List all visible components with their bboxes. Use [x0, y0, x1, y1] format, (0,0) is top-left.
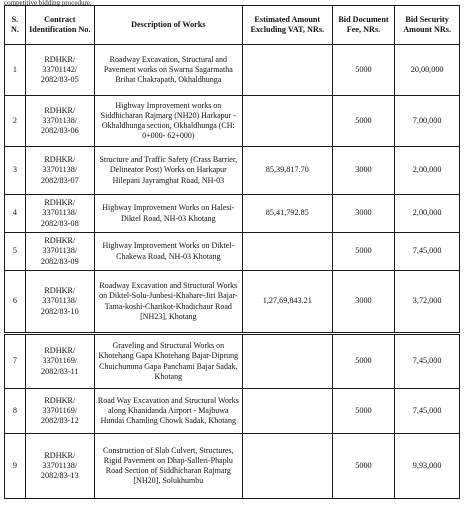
cell-bid-security: 20,00,000: [395, 45, 460, 96]
contract-id-line: 2082/83-10: [40, 306, 79, 316]
cell-contract-id: [25, 271, 94, 334]
cell-bid-fee: 5000: [332, 334, 395, 389]
cell-bid-security: 9,93,000: [395, 434, 460, 499]
cell-description: Roadway Excavation, Structural and Pavement works on Swarna Sagarmatha Brihat Chakrapath, Okhaldhunga: [94, 45, 242, 96]
header-bid-fee: Bid Document Fee, NRs.: [332, 6, 395, 45]
cell-sn: 1: [5, 45, 26, 96]
table-row: [5, 195, 460, 233]
cell-estimated-amount: [242, 233, 332, 271]
works-table: [4, 5, 460, 499]
cell-contract-id: [25, 195, 94, 233]
contract-id-line: 33701142/: [42, 64, 78, 74]
contract-id-line: 33701138/: [42, 115, 78, 125]
cell-estimated-amount: 85,41,792.85: [242, 195, 332, 233]
cell-description: Structure and Traffic Safety (Crass Barrier, Delineator Post) Works on Harkapur Hilepani Jayramghat Road, NH-03: [94, 147, 242, 195]
cell-sn: 8: [5, 389, 26, 434]
cell-bid-fee: 3000: [332, 147, 395, 195]
contract-id-line: RDHKR/: [44, 105, 76, 115]
table-row: [5, 233, 460, 271]
cell-bid-fee: 5000: [332, 233, 395, 271]
cell-bid-fee: 5000: [332, 389, 395, 434]
contract-id-line: 2082/83-07: [40, 175, 79, 185]
contract-id-line: RDHKR/: [44, 395, 76, 405]
contract-id-line: 33701138/: [42, 165, 78, 175]
cell-bid-security: 7,45,000: [395, 233, 460, 271]
contract-id-line: 33701169/: [42, 356, 78, 366]
cell-description: Roadway Excavation and Structural Works on Diktel-Solu-Junbesi-Khahare-Jiri Bajar-Tama-koshi-Charikot-Khadichaur Road [NH23], Khotang: [94, 271, 242, 334]
cell-sn: 3: [5, 147, 26, 195]
contract-id-line: RDHKR/: [44, 346, 76, 356]
contract-id-line: RDHKR/: [44, 450, 76, 460]
cell-estimated-amount: [242, 45, 332, 96]
cell-bid-fee: 3000: [332, 271, 395, 334]
cell-description: Construction of Slab Culvert, Structures, Rigid Pavement on Dhap-Salleri-Phaplu Road Section of Siddhicharan Rajmarg [NH20], Solukhumbu: [94, 434, 242, 499]
cell-bid-security: 7,45,000: [395, 389, 460, 434]
cell-bid-fee: 5000: [332, 434, 395, 499]
contract-id-line: RDHKR/: [44, 198, 76, 208]
contract-id-line: RDHKR/: [44, 155, 76, 165]
table-row: [5, 334, 460, 389]
table-row: [5, 271, 460, 334]
cell-sn: 4: [5, 195, 26, 233]
cell-contract-id: [25, 434, 94, 499]
cell-estimated-amount: 85,39,817.70: [242, 147, 332, 195]
table-row: [5, 434, 460, 499]
contract-id-line: RDHKR/: [44, 236, 76, 246]
contract-id-line: 33701138/: [42, 208, 78, 218]
cell-bid-security: 7,00,000: [395, 96, 460, 147]
contract-id-line: 33701138/: [42, 246, 78, 256]
contract-id-line: 2082/83-09: [40, 256, 79, 266]
cell-sn: 7: [5, 334, 26, 389]
header-sn: S. N.: [5, 6, 26, 45]
cell-description: Graveling and Structural Works on Khotehang Gapa Khotehang Bajar-Diprung Chuichumma Gapa Panchami Bajar Sadak, Khotang: [94, 334, 242, 389]
cell-contract-id: [25, 147, 94, 195]
cell-description: Highway Improvement Works on Halesi-Diktel Road, NH-03 Khotang: [94, 195, 242, 233]
cell-contract-id: [25, 45, 94, 96]
cell-contract-id: [25, 233, 94, 271]
cell-description: Highway Improvement Works on Diktel-Chakewa Road, NH-03 Khotang: [94, 233, 242, 271]
contract-id-line: RDHKR/: [44, 54, 76, 64]
cell-estimated-amount: [242, 334, 332, 389]
cell-bid-security: 2,00,000: [395, 147, 460, 195]
cell-description: Highway Improvement works on Siddhicharan Rajmarg (NH20) Harkapur - Okhaldhunga section, Okhaldhunga (CH: 0+000- 62+000): [94, 96, 242, 147]
table-row: [5, 389, 460, 434]
cell-sn: 2: [5, 96, 26, 147]
cell-bid-fee: 5000: [332, 45, 395, 96]
contract-id-line: 33701138/: [42, 296, 78, 306]
cell-estimated-amount: [242, 389, 332, 434]
cell-contract-id: [25, 334, 94, 389]
cell-sn: 5: [5, 233, 26, 271]
contract-id-line: 2082/83-13: [40, 471, 79, 481]
cell-estimated-amount: [242, 434, 332, 499]
contract-id-line: 2082/83-12: [40, 416, 79, 426]
header-contract-id: Contract Identification No.: [25, 6, 94, 45]
cell-bid-security: 7,45,000: [395, 334, 460, 389]
table-row: [5, 147, 460, 195]
cell-sn: 6: [5, 271, 26, 334]
cell-description: Road Way Excavation and Structural Works along Khanidanda Airport - Majhuwa Hundai Chamling Chowk Sadak, Khotang: [94, 389, 242, 434]
contract-id-line: 33701169/: [42, 405, 78, 415]
cell-estimated-amount: [242, 96, 332, 147]
cell-contract-id: [25, 389, 94, 434]
top-text-fragment: competitive bidding procedure.: [4, 0, 92, 7]
table-header-row: [5, 6, 460, 45]
header-estimated-amount: Estimated Amount Excluding VAT, NRs.: [242, 6, 332, 45]
cell-contract-id: [25, 96, 94, 147]
header-bid-security: Bid Security Amount NRs.: [395, 6, 460, 45]
cell-bid-security: 3,72,000: [395, 271, 460, 334]
cell-bid-fee: 5000: [332, 96, 395, 147]
header-description: Description of Works: [94, 6, 242, 45]
table-row: [5, 96, 460, 147]
table-row: [5, 45, 460, 96]
contract-id-line: 2082/83-11: [41, 366, 79, 376]
cell-bid-security: 2,00,000: [395, 195, 460, 233]
contract-id-line: 2082/83-06: [40, 126, 79, 136]
cell-estimated-amount: 1,27,69,843.21: [242, 271, 332, 334]
contract-id-line: 33701138/: [42, 460, 78, 470]
cell-bid-fee: 3000: [332, 195, 395, 233]
contract-id-line: 2082/83-08: [40, 218, 79, 228]
contract-id-line: 2082/83-05: [40, 75, 79, 85]
contract-id-line: RDHKR/: [44, 286, 76, 296]
cell-sn: 9: [5, 434, 26, 499]
